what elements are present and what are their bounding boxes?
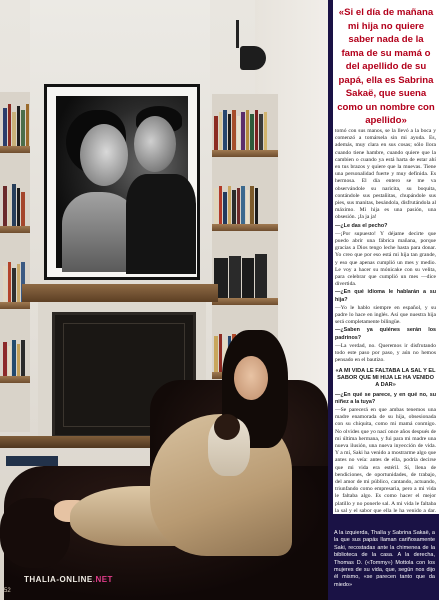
shelf-plank (0, 226, 30, 233)
book-row (3, 184, 25, 226)
photo-caption: A la izquierda, Thalía y Sabrina Sakaë, a la que sus papás llaman cariñosamente Saki, recostadas ante la chimenea de la biblioteca de la casa. A la derecha, Thomas D. («Tommy») Mottola con los mujeres de su vida, que, según nos dijo él mismo, «se parecen tanto que da miedo» (334, 530, 435, 588)
watermark-main: THALIA-ONLINE (24, 575, 93, 584)
wall-lamp-arm (236, 20, 239, 48)
shelf-plank (0, 302, 30, 309)
shelf-plank (0, 146, 30, 153)
portrait-mat (47, 87, 197, 277)
site-watermark (24, 575, 113, 584)
article-paragraph (335, 407, 436, 524)
portrait-man-suit (126, 174, 196, 274)
book-row (3, 340, 25, 376)
interview-question: —¿Saben ya quiénes serán los padrinos? (335, 327, 436, 341)
pull-quote: «Si el día de mañana mi hija no quiere saber nada de la fama de su mamá o del apellido de su papá, ella es Sabrina Sakaë, que suena como un nombre con apellido» (337, 7, 435, 126)
interview-question: —¿Le das el pecho? (335, 222, 388, 229)
portrait-photo (56, 96, 188, 268)
baby-head (214, 414, 240, 440)
book-row (214, 186, 258, 224)
article-paragraph: —Yo le hablo siempre en español, y su padre lo hace en inglés. Así que nuestra hija será completamente bilingüe. (335, 304, 436, 326)
woman-face (234, 356, 268, 400)
interview-question: —¿En qué idioma le hablarán a su hija? (335, 289, 436, 303)
portrait-woman-face (80, 124, 128, 186)
article-paragraph: tomó con sus manos, se la llevó a la boca y comenzó a tomársela sin mi ayuda. Es, además, muy clara en sus cosas; sólo llora cuando tiene hambre, cuando quiere que la cambien o cuando ya está harta de estar ahí en tus brazos y quiere que la muevas. Tiene una personalidad fuerte y muy definida. Es hermosa. El día entero se me va observándole su naricita, su boquita, contándole sus pestañitas, chupándole sus pies, sus manitas, besándola, disfrutándola al máximo. Mi hija es una pasión, una obsesión. ¡Ja ja ja! (335, 128, 436, 221)
article-paragraph-text: —Se parecerá en que ambas tenemos una madre enamorada de su hija, obsesionada con su chiquita, como mi mamá conmigo. No olvides que yo nací once años después de mi última hermana, y fui para mi madre una nueva ilusión, una nueva inyección de vida. Y a mí, Saki ha venido a mostrarme algo que antes no veía: antes de ella, podría decirse que mi vida era estéril. Sí, llena de bendiciones, de oportunidades, de trabajo, del amor de mi público, cantando, actuando, triunfando como empresaria, pero a mi vida le faltaba algo. Es como hacer el mejor platillo y no ponerle sal. A mi vida le faltaba la sal y el sabor que ella le ha venido a dar. (335, 406, 436, 514)
article-paragraph: —¡Por supuesto! Y déjame decirte que puedo abrir una fábrica mañana, porque gracias a Dios tengo leche hasta para donar. Yo creo que por eso está mi hija tan grande, y eso que apenas cumplió un mes y medio. Le voy a hacer su mónicake con su velita, para celebrar que cumplió un mes —dice divertida. (335, 230, 436, 288)
shelf-plank (212, 224, 278, 231)
page-number: 52 (4, 588, 11, 594)
shelf-plank (212, 298, 278, 305)
book-row (3, 104, 29, 146)
article-paragraph: —La verdad, no. Queremos ir disfrutando todo este paso por paso, y aún no hemos pensado en el bautizo. (335, 342, 436, 364)
book-stack (6, 456, 58, 466)
wall-lamp-icon (240, 46, 266, 70)
framed-portrait (44, 84, 200, 280)
column-stripe (328, 0, 333, 600)
portrait-man-face (134, 116, 176, 172)
watermark-suffix: .NET (92, 575, 113, 584)
mantel-beam (22, 284, 218, 302)
shelf-plank (0, 376, 30, 383)
interview-question: —¿En qué se parece, y en qué no, su niñez a la tuya? (335, 391, 436, 405)
article-subhead: «A MI VIDA LE FALTABA LA SAL Y EL SABOR QUE MI HIJA LE HA VENIDO A DAR» (335, 367, 436, 388)
book-row (214, 110, 267, 150)
book-row (214, 254, 267, 298)
shelf-plank (212, 150, 278, 157)
article-body (335, 128, 436, 514)
